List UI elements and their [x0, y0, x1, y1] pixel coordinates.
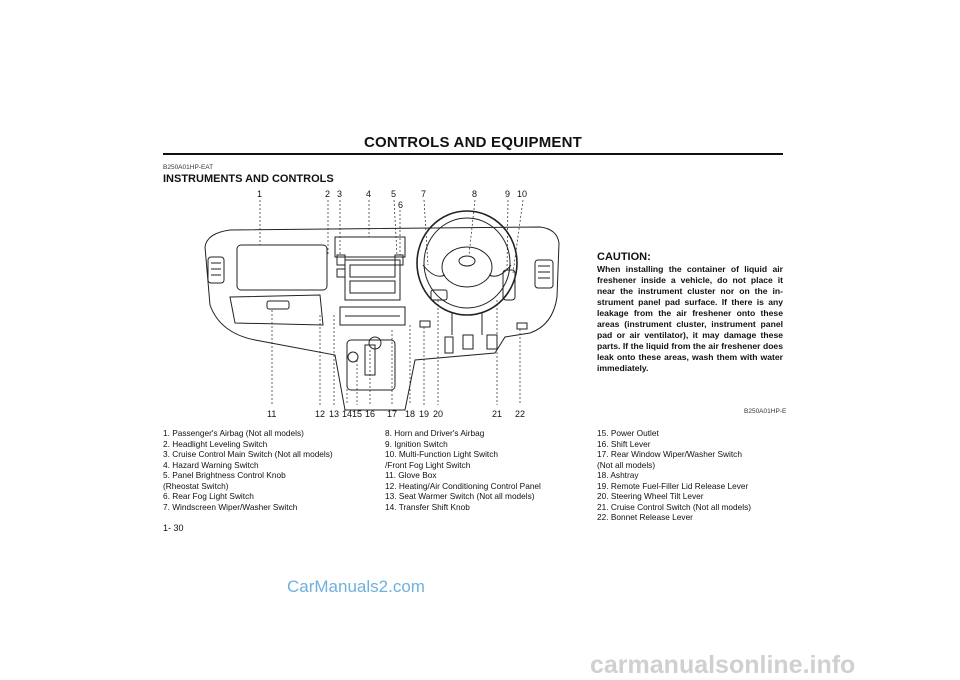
legend-item: 16. Shift Lever	[597, 438, 651, 449]
legend-item: 19. Remote Fuel-Filler Lid Release Lever	[597, 480, 749, 491]
page-header-title: CONTROLS AND EQUIPMENT	[363, 134, 582, 151]
legend-item: 22. Bonnet Release Lever	[597, 512, 693, 522]
callout-14: 14	[342, 409, 353, 419]
legend-item: (Rheostat Switch)	[163, 480, 229, 491]
callout-10: 10	[517, 189, 528, 199]
legend-item: 12. Heating/Air Conditioning Control Panel	[385, 480, 541, 491]
callout-9: 9	[505, 189, 511, 199]
callout-6: 6	[398, 200, 404, 210]
callout-21: 21	[492, 409, 503, 419]
section-code: B250A01HP-EAT	[163, 164, 214, 171]
caution-box	[597, 252, 783, 374]
legend-item: 20. Steering Wheel Tilt Lever	[597, 491, 704, 501]
callout-19: 19	[419, 409, 430, 419]
legend-item: 1. Passenger's Airbag (Not all models)	[163, 428, 304, 438]
callout-16: 16	[365, 409, 376, 419]
legend-item: 6. Rear Fog Light Switch	[163, 491, 254, 501]
caution-body: When installing the container of liquid air freshener inside a vehicle, do not place it near the instrument cluster nor on the in-strument panel pad surface. If there is any leakage from the air freshener onto these areas (instrument cluster, instrument panel pad or air ventilator), it may damage these parts. If the liquid from the air freshener does leak onto these areas, wash them with water immediately.	[597, 264, 783, 373]
callout-12: 12	[315, 409, 326, 419]
legend-item: 2. Headlight Leveling Switch	[163, 438, 268, 449]
watermark-footer: carmanualsonline.info	[590, 651, 856, 679]
legend-column-3	[597, 428, 751, 523]
callout-20: 20	[433, 409, 444, 419]
legend-item: 9. Ignition Switch	[385, 438, 448, 449]
legend-item: 15. Power Outlet	[597, 428, 659, 438]
legend-column-2	[385, 428, 541, 512]
callout-11: 11	[267, 409, 277, 419]
legend-item: 10. Multi-Function Light Switch	[385, 449, 498, 459]
callout-15: 15	[352, 409, 363, 419]
legend-item: 4. Hazard Warning Switch	[163, 459, 259, 470]
callout-3: 3	[337, 189, 343, 199]
callout-8: 8	[472, 189, 478, 199]
section-title: INSTRUMENTS AND CONTROLS	[163, 173, 334, 185]
caution-title: CAUTION:	[597, 251, 651, 263]
callout-2: 2	[325, 189, 331, 199]
legend-item: 8. Horn and Driver's Airbag	[385, 428, 485, 438]
legend-item: 5. Panel Brightness Control Knob	[163, 470, 286, 480]
dashboard-diagram	[195, 185, 575, 420]
legend-item: 13. Seat Warmer Switch (Not all models)	[385, 491, 535, 501]
legend-item: 7. Windscreen Wiper/Washer Switch	[163, 501, 298, 512]
caution-code: B250A01HP-E	[744, 408, 787, 415]
legend-column-1	[163, 428, 333, 512]
legend-item: 21. Cruise Control Switch (Not all models)	[597, 501, 752, 512]
legend-item: (Not all models)	[597, 459, 656, 470]
legend-item: 11. Glove Box	[385, 470, 437, 480]
legend-item: /Front Fog Light Switch	[385, 459, 471, 470]
legend-item: 14. Transfer Shift Knob	[385, 501, 470, 512]
page-number: 1- 30	[163, 523, 184, 533]
callout-5: 5	[391, 189, 397, 199]
callout-18: 18	[405, 409, 416, 419]
callout-1: 1	[257, 189, 263, 199]
watermark-link[interactable]: CarManuals2.com	[287, 577, 425, 596]
callout-4: 4	[366, 189, 372, 199]
callout-13: 13	[329, 409, 340, 419]
header-rule	[163, 153, 783, 155]
callout-17: 17	[387, 409, 398, 419]
legend-item: 17. Rear Window Wiper/Washer Switch	[597, 449, 742, 459]
legend-item: 18. Ashtray	[597, 470, 639, 480]
callout-7: 7	[421, 189, 427, 199]
callout-22: 22	[515, 409, 526, 419]
legend-item: 3. Cruise Control Main Switch (Not all models)	[163, 449, 333, 459]
